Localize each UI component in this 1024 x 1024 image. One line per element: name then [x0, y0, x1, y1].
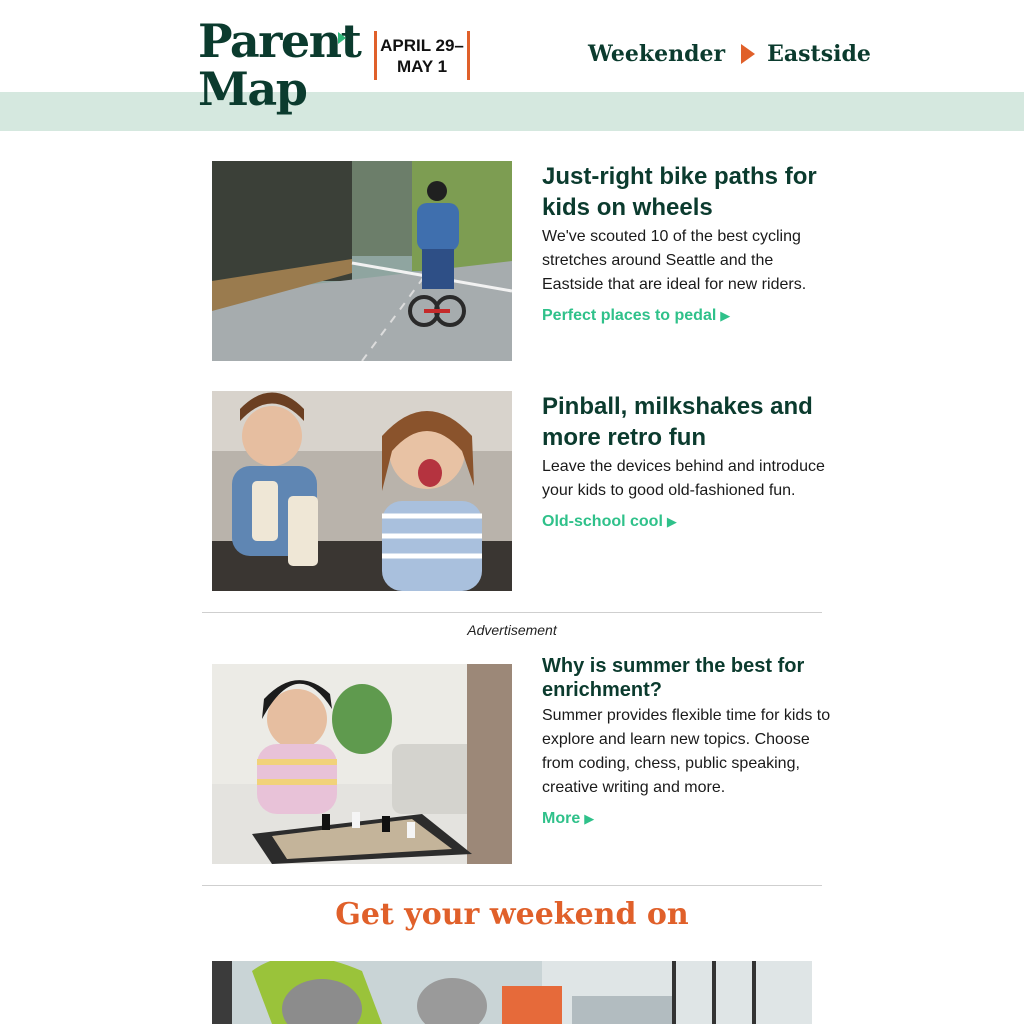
- ad-body: Summer provides flexible time for kids to explore and learn new topics. Choose from coding, chess, public speaking, creative writing and more.: [542, 707, 831, 796]
- article-text: [542, 391, 832, 531]
- edition-title: [588, 38, 871, 70]
- edition-name: Weekender: [588, 41, 726, 67]
- header-band: [0, 92, 1024, 131]
- article-cta-link[interactable]: [542, 513, 677, 531]
- article-body: Leave the devices behind and introduce your kids to good old-fashioned fun.: [542, 458, 825, 499]
- article-bike-paths: [212, 161, 832, 361]
- logo-word-map: Map: [198, 62, 307, 116]
- logo-word-parent: Parent: [198, 14, 361, 68]
- milkshake-photo-icon: [212, 391, 512, 591]
- divider: [202, 612, 822, 613]
- ad-title[interactable]: Why is summer the best for enrichment?: [542, 655, 805, 701]
- issue-date: [374, 31, 470, 80]
- chess-photo-icon: [212, 664, 512, 864]
- edition-arrow-icon: [741, 44, 755, 64]
- ad-photo-chess[interactable]: [212, 664, 512, 864]
- ad-text: [542, 654, 832, 828]
- advertisement-label: Advertisement: [467, 622, 557, 638]
- cta-label: Old-school cool: [542, 513, 663, 530]
- issue-date-line1: APRIL 29–: [380, 35, 464, 55]
- logo-triangle-icon: [338, 32, 346, 44]
- play-triangle-icon: ▶: [584, 811, 595, 826]
- ad-cta-link[interactable]: [542, 810, 594, 828]
- article-retro-fun: [212, 391, 832, 591]
- section-title: Get your weekend on: [335, 897, 689, 932]
- article-cta-link[interactable]: [542, 307, 730, 325]
- cta-label: More: [542, 810, 581, 827]
- article-title[interactable]: Just-right bike paths for kids on wheels: [542, 163, 817, 221]
- ad-article-enrichment: [212, 654, 832, 864]
- bike-path-photo-icon: [212, 161, 512, 361]
- divider: [202, 885, 822, 886]
- weekend-photo-playground[interactable]: [212, 961, 812, 1024]
- article-text: [542, 161, 832, 325]
- play-triangle-icon: ▶: [666, 514, 677, 529]
- article-photo-milkshakes[interactable]: [212, 391, 512, 591]
- playground-photo-icon: [212, 961, 812, 1024]
- cta-label: Perfect places to pedal: [542, 307, 717, 324]
- edition-region: Eastside: [767, 41, 871, 67]
- parentmap-logo[interactable]: [198, 14, 361, 120]
- article-title[interactable]: Pinball, milkshakes and more retro fun: [542, 393, 813, 451]
- article-photo-bike-path[interactable]: [212, 161, 512, 361]
- play-triangle-icon: ▶: [720, 308, 731, 323]
- article-body: We've scouted 10 of the best cycling stretches around Seattle and the Eastside that are ideal for new riders.: [542, 228, 807, 293]
- issue-date-line2: MAY 1: [396, 56, 448, 76]
